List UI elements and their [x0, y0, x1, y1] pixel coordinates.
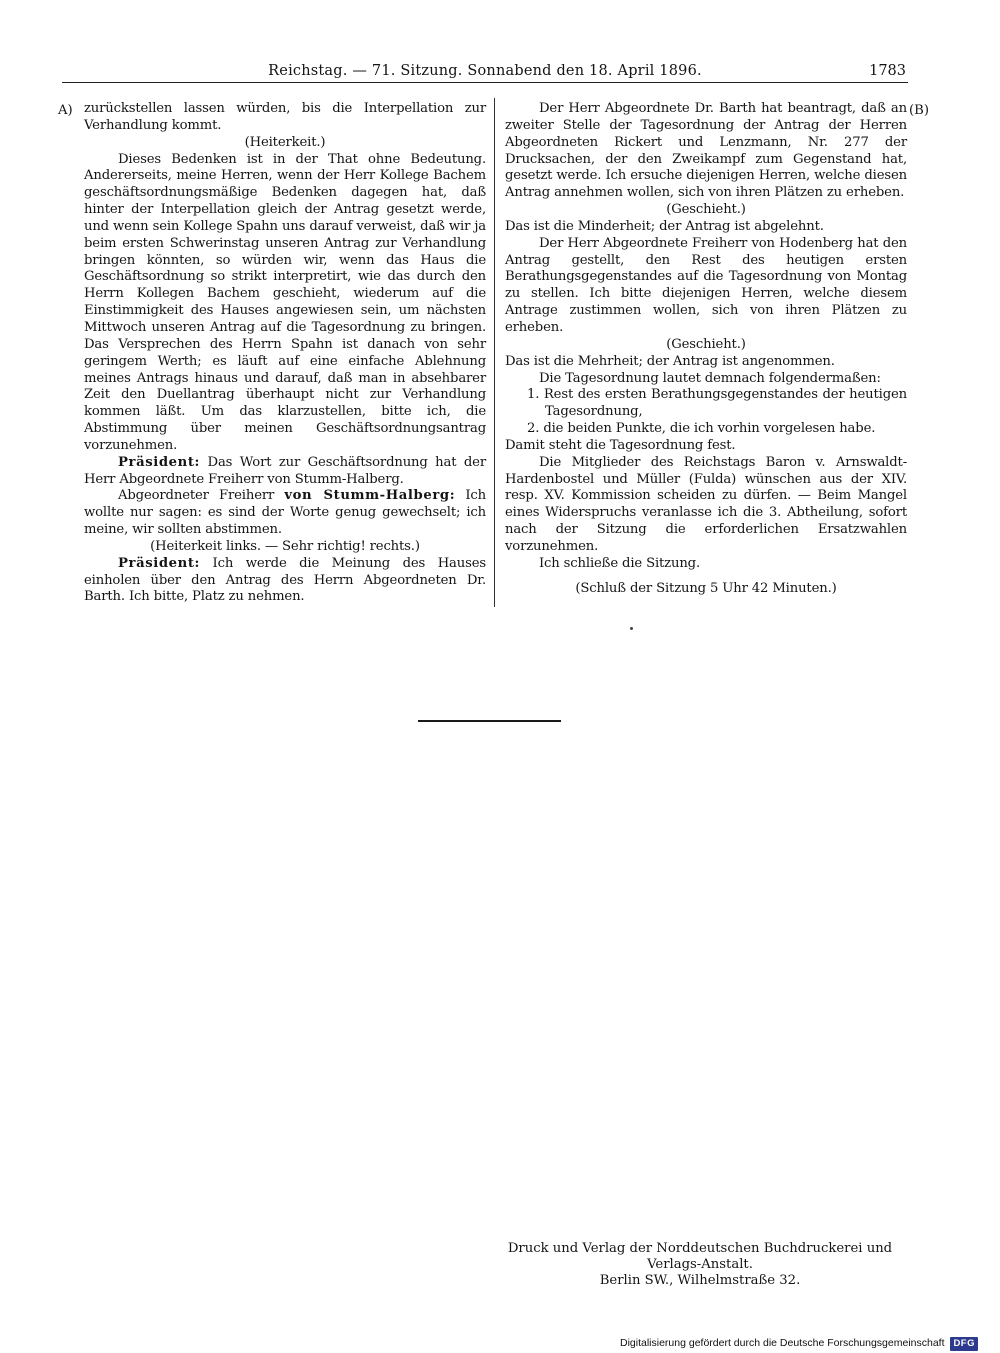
paragraph: Die Tagesordnung lautet demnach folgendermaßen:	[539, 370, 881, 386]
paragraph: Die Mitglieder des Reichstags Baron v. Arnswaldt-Hardenbostel und Müller (Fulda) wünschen aus der XIV. resp. XV. Kommission scheiden zu dürfen. — Beim Mangel eines Widerspruchs veranlasse ich die 3. Abtheilung, sofort nach der Sitzung die erforderlichen Ersatzwahlen vorzunehmen.	[505, 454, 907, 554]
left-column	[84, 101, 486, 606]
paragraph	[84, 488, 486, 539]
reaction-note: (Heiterkeit.)	[244, 134, 326, 150]
reaction-note: (Geschieht.)	[666, 202, 746, 218]
page-number: 1783	[869, 63, 906, 79]
reaction-note: (Heiterkeit links. — Sehr richtig! rechts.)	[150, 538, 420, 554]
paragraph: Damit steht die Tagesordnung fest.	[505, 437, 736, 453]
imprint-line: Druck und Verlag der Norddeutschen Buchdruckerei und Verlags-Anstalt.	[507, 1241, 893, 1272]
paragraph: Dieses Bedenken ist in der That ohne Bedeutung. Andererseits, meine Herren, wenn der Herr Kollege Bachem geschäftsordnungsmäßige Bedenken dagegen hat, daß hinter der Interpellation gleich der Antrag gesetzt werde, und wenn sein Kollege Spahn uns darauf verweist, daß wir ja beim ersten Schwerinstag unseren Antrag zur Verhandlung bringen könnten, so würden wir, wenn das Haus die Geschäftsordnung so strikt interpretirt, wie das durch den Herrn Kollegen Bachem geschieht, wiederum auf die Einstimmigkeit des Hauses angewiesen sein, um nächsten Mittwoch unseren Antrag auf die Tagesordnung zu bringen. Das Versprechen des Herrn Spahn ist danach von sehr geringem Werth; es läuft auf eine einfache Ablehnung meines Antrags hinaus und darauf, daß man in absehbarer Zeit den Duellantrag überhaupt nicht zur Verhandlung kommen läßt. Um das klarzustellen, bitte ich, die Abstimmung über meinen Geschäftsordnungsantrag vorzunehmen.	[84, 151, 486, 453]
paragraph: Das ist die Mehrheit; der Antrag ist angenommen.	[505, 353, 835, 369]
paragraph	[84, 455, 486, 489]
paragraph: Der Herr Abgeordnete Freiherr von Hodenberg hat den Antrag gestellt, den Rest des heutigen ersten Berathungsgegenstandes auf die Tagesordnung von Montag zu stellen. Ich bitte diejenigen Herren, welche diesem Antrage zustimmen wollen, sich von ihren Plätzen zu erheben.	[505, 235, 907, 335]
imprint	[480, 1241, 920, 1289]
speaker-prefix: Abgeordneter Freiherr	[118, 488, 285, 504]
speaker-name: von Stumm-Halberg:	[284, 488, 456, 504]
imprint-line: Berlin SW., Wilhelmstraße 32.	[599, 1273, 801, 1288]
header-title: Reichstag. — 71. Sitzung. Sonnabend den 18. April 1896.	[268, 63, 702, 79]
dfg-logo: DFG	[950, 1337, 978, 1351]
paragraph: Das ist die Minderheit; der Antrag ist abgelehnt.	[505, 218, 824, 234]
speaker-name: Präsident:	[118, 454, 201, 470]
page-header	[62, 60, 908, 83]
digitization-note	[620, 1336, 978, 1351]
column-divider	[494, 98, 495, 607]
margin-marker-right: (B)	[909, 103, 929, 118]
speech-text: Ich werde die Meinung des Hauses einholen über den Antrag des Herrn Abgeordneten Dr. Barth. Ich bitte, Platz zu nehmen.	[84, 555, 486, 605]
paragraph	[84, 556, 486, 607]
agenda-item: 2. die beiden Punkte, die ich vorhin vorgelesen habe.	[527, 421, 876, 437]
speech-text: Ich wollte nur sagen: es sind der Worte genug gewechselt; ich meine, wir sollten abstimmen.	[84, 488, 486, 538]
paragraph: zurückstellen lassen würden, bis die Interpellation zur Verhandlung kommt.	[84, 101, 486, 133]
session-close-note: (Schluß der Sitzung 5 Uhr 42 Minuten.)	[575, 580, 837, 596]
digitization-text: Digitalisierung gefördert durch die Deutsche Forschungsgemeinschaft	[620, 1337, 945, 1349]
print-speck	[630, 627, 633, 630]
margin-marker-left: A)	[58, 103, 73, 118]
right-column	[505, 101, 907, 597]
paragraph: Der Herr Abgeordnete Dr. Barth hat beantragt, daß an zweiter Stelle der Tagesordnung der Antrag der Herren Abgeordneten Rickert und Lenzmann, Nr. 277 der Drucksachen, der den Zweikampf zum Gegenstand hat, gesetzt werde. Ich ersuche diejenigen Herren, welche diesen Antrag annehmen wollen, sich von ihren Plätzen zu erheben.	[505, 101, 907, 201]
agenda-item: 1. Rest des ersten Berathungsgegenstandes der heutigen Tagesordnung,	[527, 387, 907, 420]
speaker-name: Präsident:	[118, 555, 201, 571]
end-rule	[418, 720, 561, 722]
reaction-note: (Geschieht.)	[666, 336, 746, 352]
paragraph: Ich schließe die Sitzung.	[539, 555, 700, 571]
speech-text: Das Wort zur Geschäftsordnung hat der Herr Abgeordnete Freiherr von Stumm-Halberg.	[84, 454, 486, 487]
